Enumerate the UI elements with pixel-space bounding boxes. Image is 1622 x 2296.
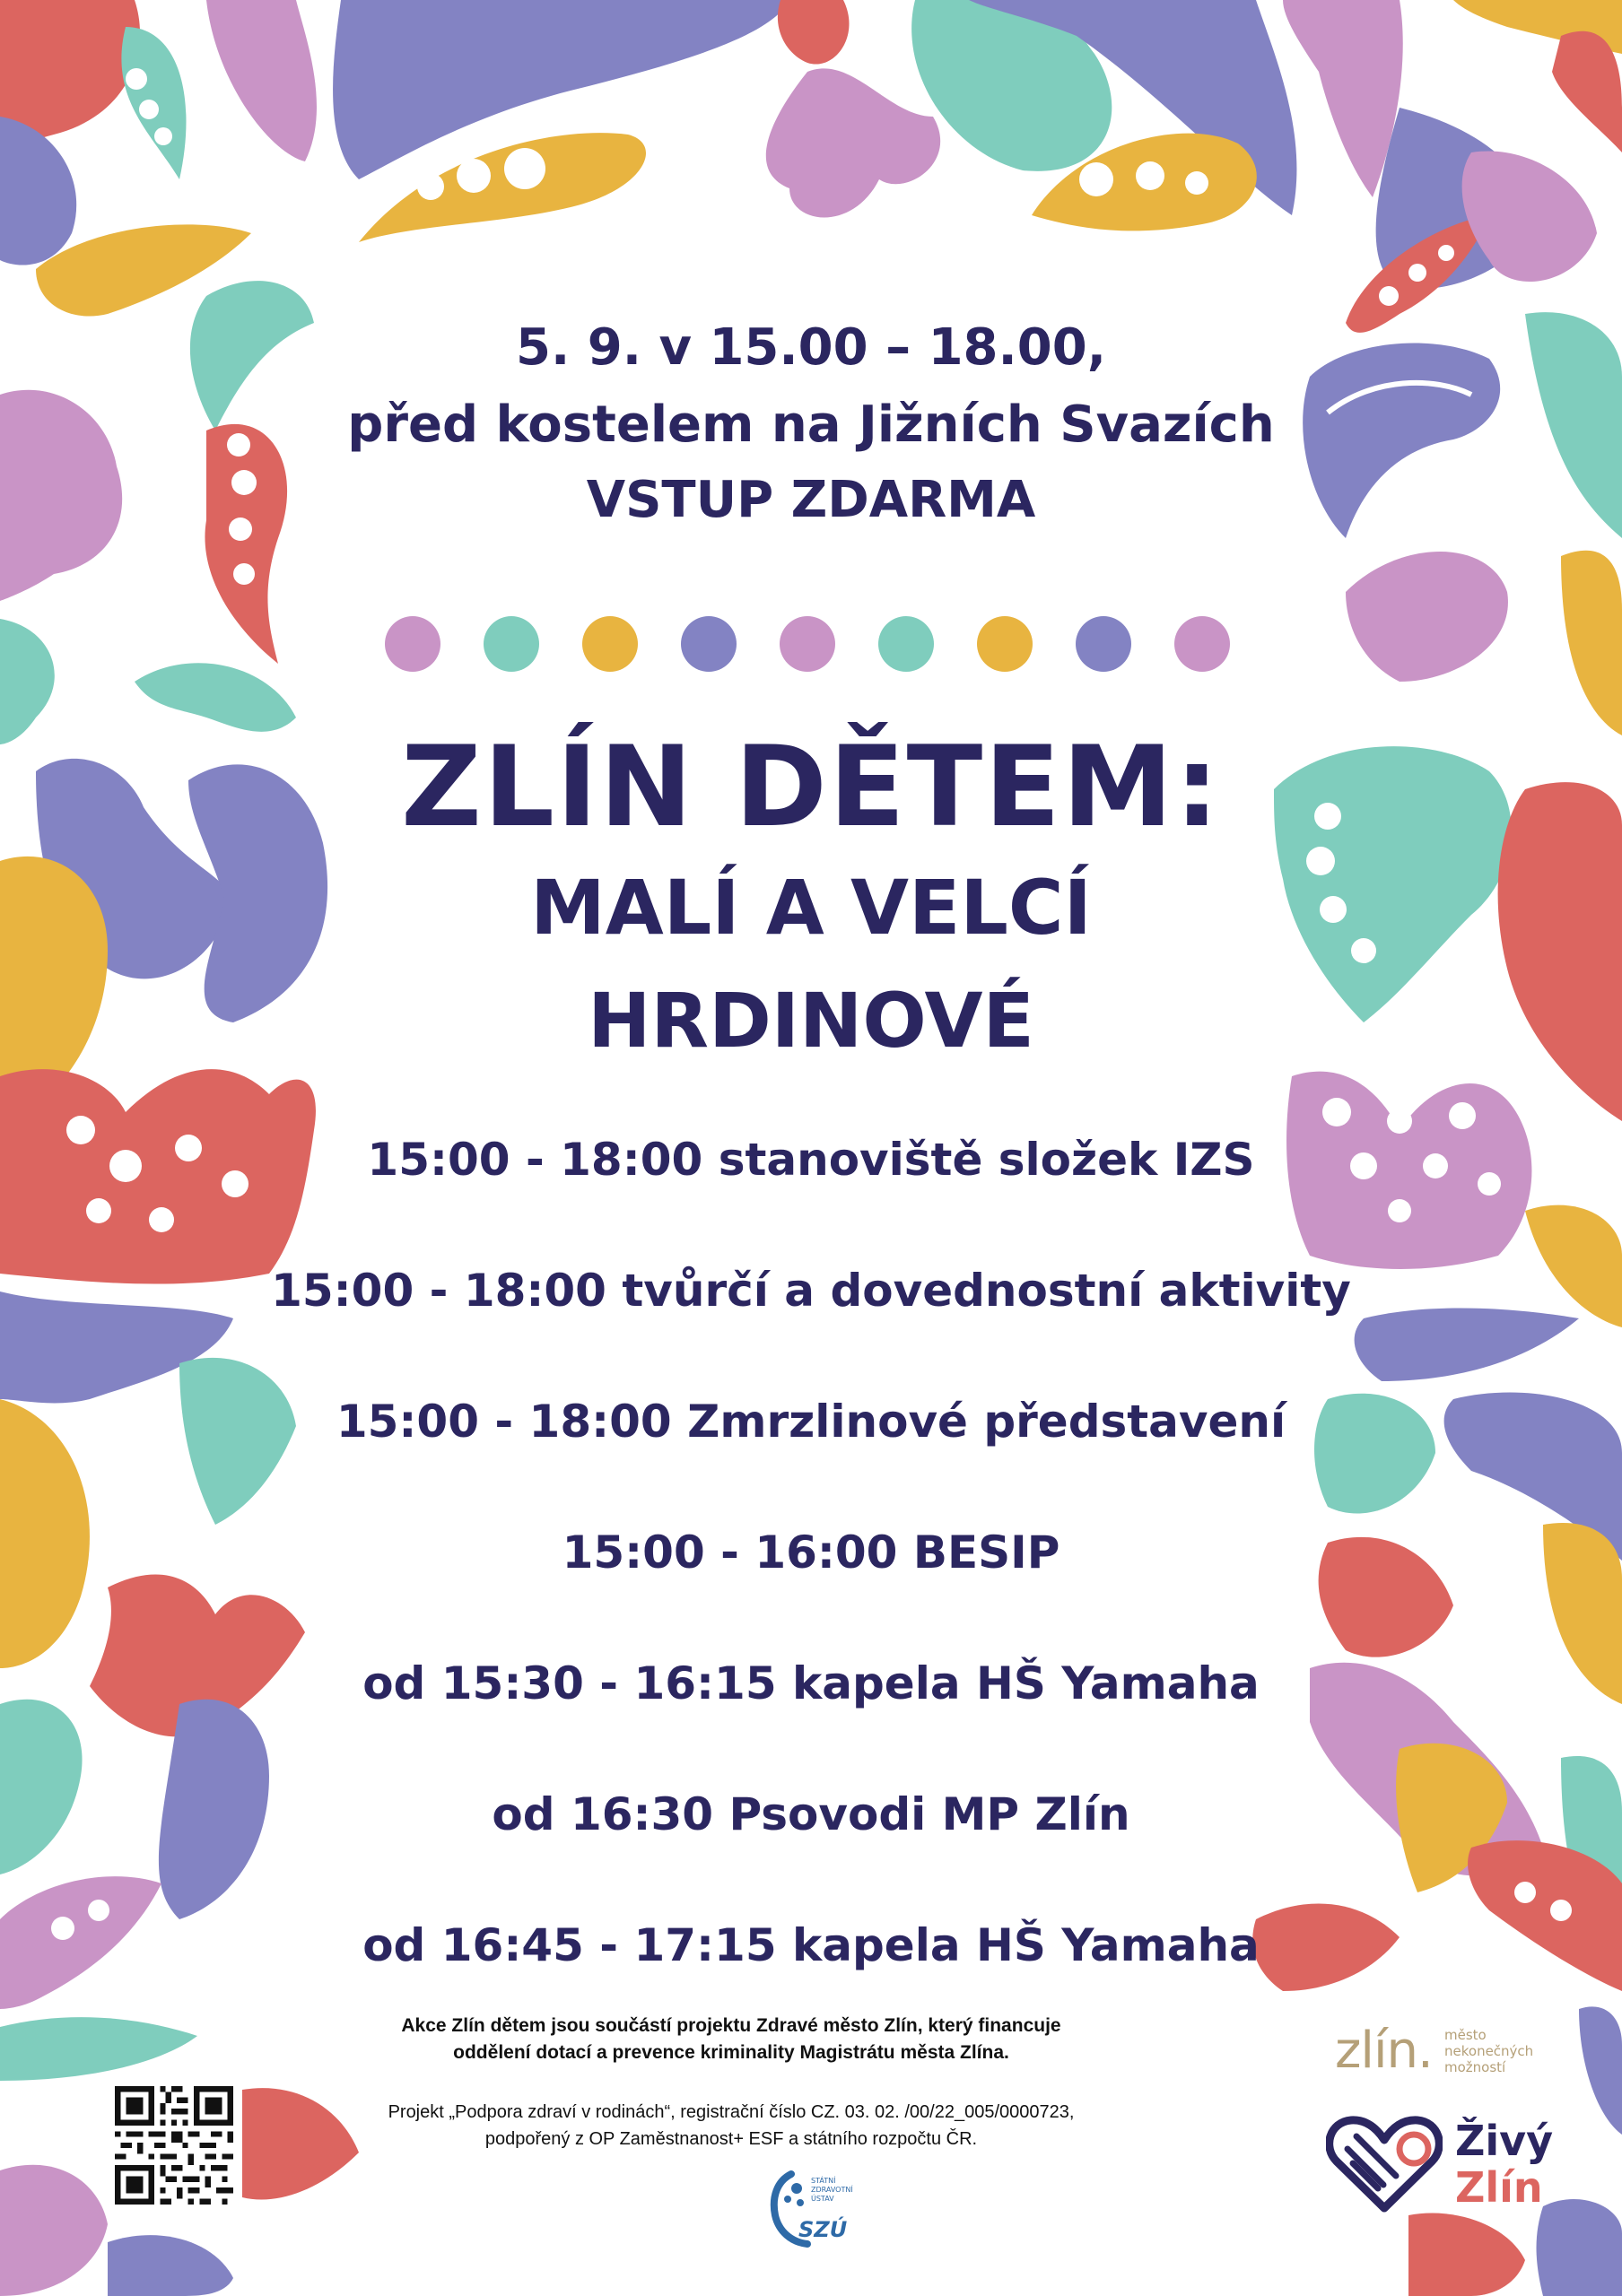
funding-note-line1: Akce Zlín dětem jsou součástí projektu Zdravé město Zlín, který financuje [401, 2015, 1061, 2036]
zlin-word: Zlín [1455, 2163, 1543, 2212]
szu-abbr: SZÚ [798, 2217, 848, 2242]
schedule-item: od 15:30 - 16:15 kapela HŠ Yamaha [362, 1657, 1260, 1709]
free-entry-notice: VSTUP ZDARMA [586, 471, 1036, 529]
blob-shape [0, 2165, 108, 2296]
schedule-item: 15:00 - 16:00 BESIP [562, 1526, 1060, 1578]
event-location: před kostelem na Jižních Svazích [347, 396, 1275, 454]
blob-shape [205, 424, 287, 664]
poster-subtitle-line2: HRDINOVÉ [588, 977, 1034, 1065]
szu-line1: STÁTNÍ [811, 2177, 836, 2185]
zlin-city-logo [1335, 2022, 1550, 2086]
schedule-item: 15:00 - 18:00 Zmrzlinové představení [336, 1396, 1286, 1448]
blob-shape [766, 68, 940, 217]
zlin-tagline-line3: možností [1444, 2059, 1506, 2075]
blob-shape [778, 0, 850, 65]
zivy-word: Živý [1455, 2117, 1554, 2165]
blob-shape [1408, 2213, 1525, 2296]
blob-shape [1537, 2199, 1622, 2296]
project-info-line2: podpořený z OP Zaměstnanost+ ESF a státního rozpočtu ČR. [484, 2129, 978, 2149]
zivy-zlin-logo [1326, 2115, 1559, 2213]
blob-shape [206, 0, 317, 161]
blob-shape [1346, 552, 1508, 682]
zlin-tagline-line2: nekonečných [1444, 2043, 1534, 2059]
blob-shape [1561, 551, 1622, 735]
zlin-tagline [1444, 2027, 1533, 2075]
schedule-item: 15:00 - 18:00 stanoviště složek IZS [367, 1134, 1255, 1186]
blob-shape [0, 117, 76, 265]
szu-line3: ÚSTAV [811, 2195, 834, 2203]
schedule-item: 15:00 - 18:00 tvůrčí a dovednostní aktivity [271, 1265, 1351, 1317]
program-schedule [0, 1128, 1622, 2045]
funding-note-line2: oddělení dotací a prevence kriminality Magistrátu města Zlína. [453, 2042, 1009, 2063]
poster-title: ZLÍN DĚTEM: [401, 723, 1221, 852]
project-info-line1: Projekt „Podpora zdraví v rodinách“, registrační číslo CZ. 03. 02. /00/22_005/0000723, [388, 2102, 1075, 2122]
schedule-item: od 16:30 Psovodi MP Zlín [492, 1788, 1130, 1840]
poster-subtitle-line1: MALÍ A VELCÍ [530, 864, 1092, 952]
qr-code-icon[interactable] [115, 2086, 233, 2205]
blob-shape [135, 663, 296, 732]
schedule-item: od 16:45 - 17:15 kapela HŠ Yamaha [362, 1919, 1260, 1971]
dot-divider [384, 615, 1231, 673]
szu-logo-icon [761, 2165, 868, 2251]
event-date-time: 5. 9. v 15.00 – 18.00, [516, 318, 1106, 377]
szu-line2: ZDRAVOTNÍ [811, 2186, 853, 2194]
zlin-tagline-line1: město [1444, 2027, 1487, 2043]
heart-icon [1326, 2115, 1443, 2213]
zlin-wordmark: zlín. [1335, 2022, 1433, 2080]
blob-shape [108, 2235, 233, 2296]
